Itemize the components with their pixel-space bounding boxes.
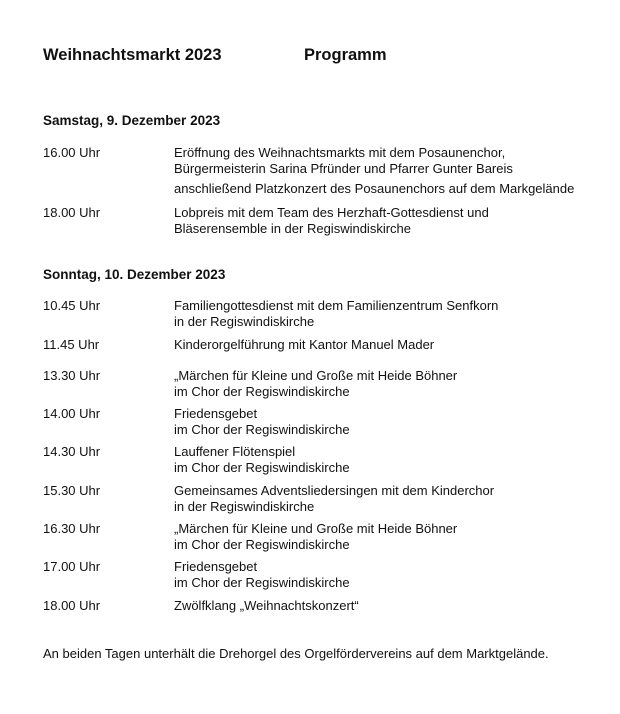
entry-time: 11.45 Uhr: [43, 337, 100, 352]
entry-line: im Chor der Regiswindiskirche: [174, 384, 350, 399]
entry-description: [174, 205, 614, 237]
day-heading-saturday: Samstag, 9. Dezember 2023: [43, 113, 221, 128]
entry-description: [174, 559, 614, 591]
entry-line: anschließend Platzkonzert des Posaunenchors auf dem Markgelände: [174, 181, 575, 196]
entry-line: Zwölfklang „Weihnachtskonzert“: [174, 598, 359, 613]
entry-line: im Chor der Regiswindiskirche: [174, 422, 350, 437]
entry-time: 13.30 Uhr: [43, 368, 101, 383]
entry-description: [174, 483, 614, 515]
entry-line: Kinderorgelführung mit Kantor Manuel Mader: [174, 337, 435, 352]
entry-line: „Märchen für Kleine und Große mit Heide Böhner: [174, 521, 458, 536]
entry-description: [174, 337, 614, 353]
program-heading: Programm: [304, 46, 387, 64]
entry-description: [174, 444, 614, 476]
entry-description: [174, 298, 614, 330]
entry-line: Eröffnung des Weihnachtsmarkts mit dem Posaunenchor,: [174, 145, 506, 160]
footer-note: An beiden Tagen unterhält die Drehorgel des Orgelfördervereins auf dem Marktgelände.: [43, 646, 549, 661]
entry-time: 15.30 Uhr: [43, 483, 101, 498]
entry-line: Lauffener Flötenspiel: [174, 444, 296, 459]
entry-line: in der Regiswindiskirche: [174, 314, 315, 329]
entry-line: Friedensgebet: [174, 559, 258, 574]
entry-time: 16.00 Uhr: [43, 145, 101, 160]
document-title: Weihnachtsmarkt 2023: [43, 46, 222, 64]
entry-line: „Märchen für Kleine und Große mit Heide Böhner: [174, 368, 458, 383]
entry-time: 17.00 Uhr: [43, 559, 101, 574]
entry-time: 18.00 Uhr: [43, 598, 101, 613]
entry-description: [174, 521, 614, 553]
entry-line: Gemeinsames Adventsliedersingen mit dem Kinderchor: [174, 483, 495, 498]
entry-line: Bürgermeisterin Sarina Pfründer und Pfarrer Gunter Bareis: [174, 161, 513, 176]
entry-line: in der Regiswindiskirche: [174, 499, 315, 514]
entry-line: im Chor der Regiswindiskirche: [174, 575, 350, 590]
entry-description: [174, 406, 614, 438]
entry-time: 10.45 Uhr: [43, 298, 101, 313]
entry-line: Bläserensemble in der Regiswindiskirche: [174, 221, 411, 236]
entry-time: 14.00 Uhr: [43, 406, 101, 421]
entry-line: im Chor der Regiswindiskirche: [174, 460, 350, 475]
entry-description: [174, 145, 614, 177]
entry-time: 16.30 Uhr: [43, 521, 101, 536]
entry-line: Familiengottesdienst mit dem Familienzentrum Senfkorn: [174, 298, 499, 313]
entry-description: [174, 368, 614, 400]
day-heading-sunday: Sonntag, 10. Dezember 2023: [43, 267, 226, 282]
entry-line: im Chor der Regiswindiskirche: [174, 537, 350, 552]
entry-time: 18.00 Uhr: [43, 205, 101, 220]
entry-time: 14.30 Uhr: [43, 444, 101, 459]
entry-line: Lobpreis mit dem Team des Herzhaft-Gottesdienst und: [174, 205, 489, 220]
entry-description: [174, 598, 614, 614]
entry-description: [174, 181, 614, 197]
entry-line: Friedensgebet: [174, 406, 258, 421]
